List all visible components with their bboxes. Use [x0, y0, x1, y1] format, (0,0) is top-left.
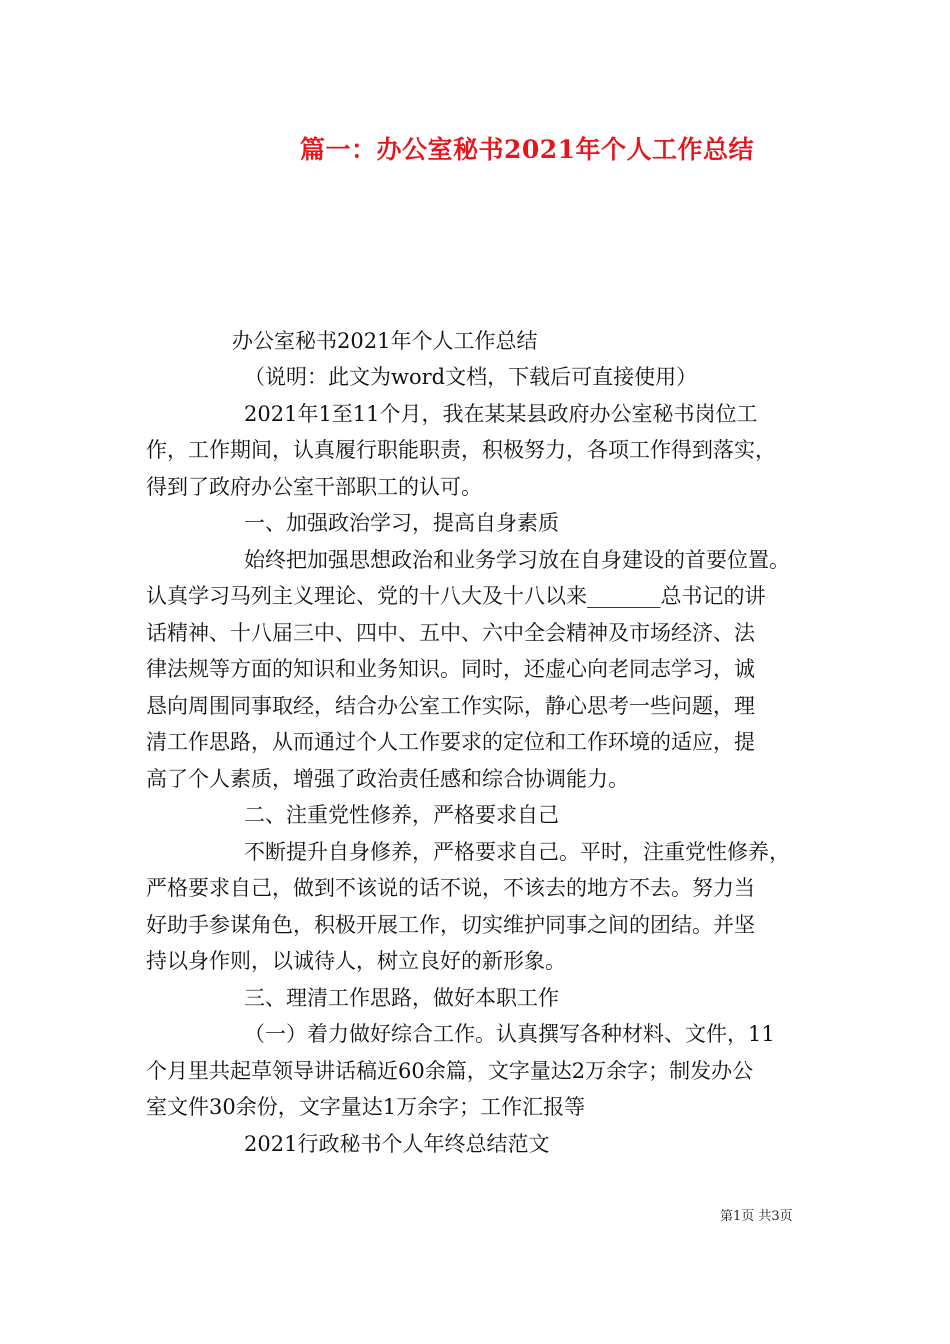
document-title: 篇一：办公室秘书2021年个人工作总结	[299, 135, 755, 164]
paragraph-line: 作，工作期间，认真履行职能职责，积极努力，各项工作得到落实，	[146, 438, 776, 462]
paragraph-line: 2021年1至11个月，我在某某县政府办公室秘书岗位工	[244, 402, 758, 426]
paragraph-line: 不断提升自身修养，严格要求自己。平时，注重党性修养，	[244, 840, 790, 864]
paragraph-line: 话精神、十八届三中、四中、五中、六中全会精神及市场经济、法	[146, 621, 755, 645]
paragraph-line: 持以身作则，以诚待人，树立良好的新形象。	[146, 949, 566, 973]
note-line: （说明：此文为word文档，下载后可直接使用）	[244, 365, 698, 389]
paragraph-line: 室文件30余份，文字量达1万余字；工作汇报等	[146, 1095, 586, 1119]
paragraph-line: 清工作思路，从而通过个人工作要求的定位和工作环境的适应，提	[146, 730, 755, 754]
paragraph-line: 始终把加强思想政治和业务学习放在自身建设的首要位置。	[244, 548, 790, 572]
related-title-line: 2021行政秘书个人年终总结范文	[244, 1132, 550, 1156]
paragraph-line: 个月里共起草领导讲话稿近60余篇，文字量达2万余字；制发办公	[146, 1059, 754, 1083]
paragraph-line: 高了个人素质，增强了政治责任感和综合协调能力。	[146, 767, 629, 791]
paragraph-line: 得到了政府办公室干部职工的认可。	[146, 475, 482, 499]
section-heading: 二、注重党性修养，严格要求自己	[244, 803, 559, 827]
paragraph-line: （一）着力做好综合工作。认真撰写各种材料、文件，11	[244, 1022, 775, 1046]
subtitle-line: 办公室秘书2021年个人工作总结	[232, 329, 538, 353]
page-number: 第1页 共3页	[720, 1209, 793, 1224]
paragraph-line: 认真学习马列主义理论、党的十八大及十八以来_______总书记的讲	[146, 584, 766, 608]
section-heading: 一、加强政治学习，提高自身素质	[244, 511, 559, 535]
section-heading: 三、理清工作思路，做好本职工作	[244, 986, 559, 1010]
paragraph-line: 好助手参谋角色，积极开展工作，切实维护同事之间的团结。并坚	[146, 913, 755, 937]
paragraph-line: 律法规等方面的知识和业务知识。同时，还虚心向老同志学习，诚	[146, 657, 755, 681]
paragraph-line: 严格要求自己，做到不该说的话不说，不该去的地方不去。努力当	[146, 876, 755, 900]
paragraph-line: 恳向周围同事取经，结合办公室工作实际，静心思考一些问题，理	[146, 694, 755, 718]
